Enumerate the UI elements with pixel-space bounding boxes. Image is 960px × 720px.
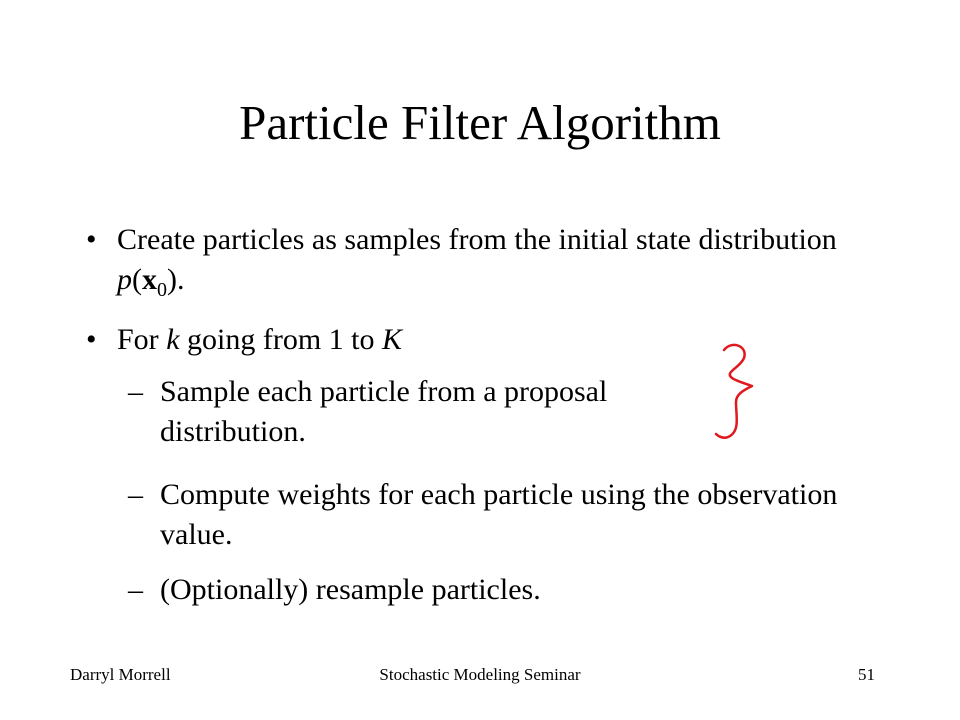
bullet-middle: going from 1 to bbox=[179, 323, 383, 356]
slide-title: Particle Filter Algorithm bbox=[239, 95, 721, 150]
math-x: x bbox=[142, 263, 157, 296]
footer-author: Darryl Morrell bbox=[70, 665, 171, 684]
sub-bullet-weights: Compute weights for each particle using the observation value. bbox=[160, 478, 838, 551]
dash-marker: – bbox=[128, 478, 143, 511]
handwritten-brace-icon bbox=[700, 338, 760, 448]
footer-page-number: 51 bbox=[858, 665, 875, 684]
dash-marker: – bbox=[128, 573, 143, 606]
math-p: p bbox=[117, 263, 132, 296]
bullet-marker: • bbox=[86, 323, 97, 356]
footer-seminar: Stochastic Modeling Seminar bbox=[379, 665, 581, 684]
math-close: ). bbox=[167, 263, 185, 296]
bullet-for-loop bbox=[117, 320, 402, 360]
bullet-text: Create particles as samples from the initial state distribution bbox=[117, 223, 837, 256]
sub-bullet-sample: Sample each particle from a proposal distribution. bbox=[160, 375, 608, 448]
math-K: K bbox=[382, 323, 403, 356]
sub-bullet-resample: (Optionally) resample particles. bbox=[160, 573, 541, 606]
bullet-marker: • bbox=[86, 223, 97, 256]
bullet-prefix: For bbox=[117, 323, 167, 356]
math-k: k bbox=[166, 323, 180, 356]
dash-marker: – bbox=[128, 375, 143, 408]
bullet-create-particles: Create particles as samples from the initial state distribution $p(x_0)$. bbox=[117, 223, 837, 301]
math-subscript: 0 bbox=[157, 279, 167, 301]
